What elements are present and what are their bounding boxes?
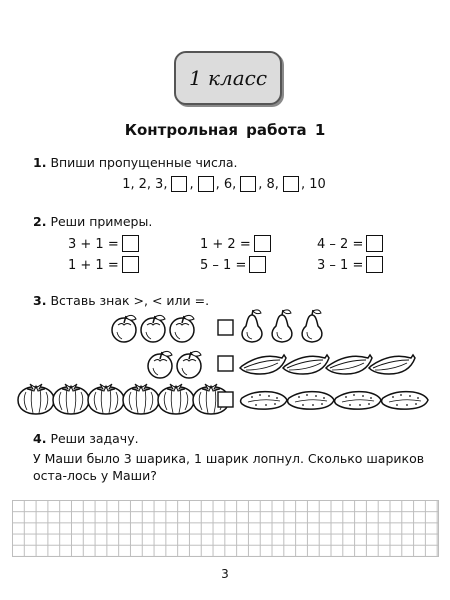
task-3-text: Вставь знак >, < или =. [50, 293, 210, 308]
tomato-icon [88, 384, 124, 414]
tomato-icon [158, 384, 194, 414]
task-3-number: 3. [33, 293, 47, 308]
grade-badge-text: 1 класс [188, 66, 268, 90]
cucumber-icon [382, 392, 429, 410]
tomato-icon [53, 384, 89, 414]
cucumber-icon [335, 392, 382, 410]
page-number: 3 [221, 567, 229, 581]
sequence-number: 3, [155, 177, 168, 192]
page-title: Контрольная работа 1 [124, 121, 326, 139]
pear-icon [302, 310, 322, 342]
cucumber-icon [241, 392, 288, 410]
task-1-number: 1. [33, 155, 47, 170]
example-expression: 1 + 1 = [68, 258, 119, 273]
sequence-number: , 8, [258, 177, 279, 192]
sequence-number: , 10 [300, 177, 326, 192]
sequence-number: , 6, [215, 177, 237, 192]
banana-icon [369, 355, 415, 374]
compare-sign-box[interactable] [218, 356, 233, 371]
example-expression: 1 + 2 = [200, 237, 251, 252]
compare-sign-box[interactable] [218, 320, 233, 335]
cucumber-icon [288, 392, 335, 410]
tomato-icon [123, 384, 159, 414]
banana-icon [326, 355, 372, 374]
apple-icon [177, 351, 201, 378]
word-problem: У Маши было 3 шарика, 1 шарик лопнул. Сколько шариков оста-лось у Маши? [33, 451, 425, 483]
task-4-text: Реши задачу. [50, 431, 139, 446]
answer-grid[interactable] [12, 500, 439, 557]
task-4-heading [33, 431, 139, 446]
example-expression: 4 – 2 = [317, 237, 364, 252]
banana-icon [240, 355, 286, 374]
example-expression: 5 – 1 = [200, 258, 247, 273]
banana-icon [283, 355, 329, 374]
apple-icon [112, 315, 136, 342]
example-expression: 3 – 1 = [317, 258, 364, 273]
sequence-number: 1, [122, 177, 135, 192]
task-2-number: 2. [33, 214, 47, 229]
apple-icon [170, 315, 194, 342]
task-2-text: Реши примеры. [50, 214, 153, 229]
compare-sign-box[interactable] [218, 392, 233, 407]
apple-icon [148, 351, 172, 378]
sequence-number: 2, [138, 177, 152, 192]
task-4-number: 4. [33, 431, 47, 446]
apple-icon [141, 315, 165, 342]
sequence-number: , [189, 177, 194, 192]
example-expression: 3 + 1 = [68, 237, 119, 252]
tomato-icon [18, 384, 54, 414]
pear-icon [242, 310, 262, 342]
task-1-text: Впиши пропущенные числа. [50, 155, 238, 170]
pear-icon [272, 310, 292, 342]
